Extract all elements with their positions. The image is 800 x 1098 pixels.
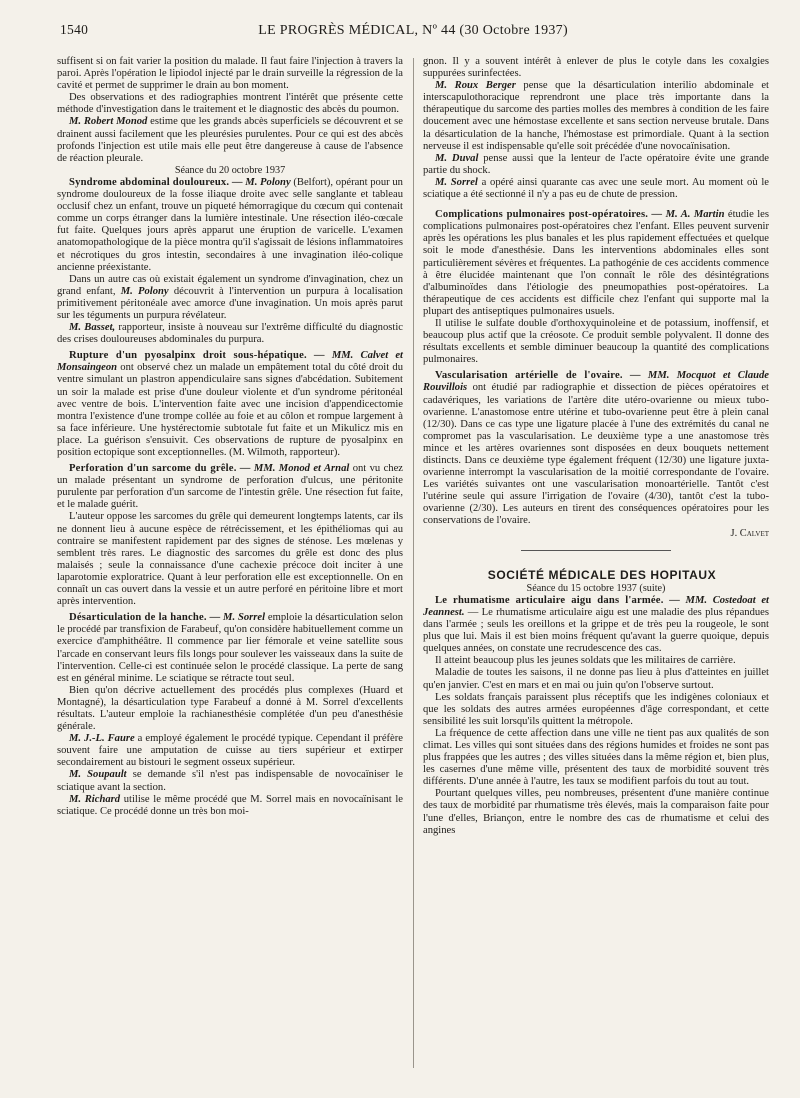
paragraph-text: se demande s'il n'est pas indispensable de novocaïniser le sciatique avant la section. bbox=[57, 769, 403, 793]
paragraph-text: pense aussi que la lenteur de l'acte opératoire évite une grande partie du shock. bbox=[423, 152, 769, 176]
paragraph: Les soldats français paraissent plus réceptifs que les indigènes coloniaux et que les soldats des autres armées européennes d'âge correspondant, et cette sensibilité les suit lorsqu'ils quittent la métropole. bbox=[423, 691, 769, 727]
society-title: SOCIÉTÉ MÉDICALE DES HOPITAUX bbox=[487, 567, 717, 582]
spacer bbox=[423, 201, 769, 209]
author-name: — M. Polony bbox=[229, 176, 291, 188]
paragraph bbox=[57, 274, 403, 322]
paragraph bbox=[423, 595, 769, 655]
paragraph-text: a opéré ainsi quarante cas avec une seule mort. Au moment où le sciatique a été sectionné il n'y a pas eu de chute de pression. bbox=[423, 176, 769, 201]
section-heading: Syndrome abdominal douloureux. bbox=[69, 176, 230, 188]
paragraph-text: estime que les grands abcès superficiels se découvrent et se drainent aussi facilement que les pleurésies purulentes. Pour ce qui est des abcès profonds l'injection est utile mais elle peut être dangereuse à cause de l'absence de réaction pleurale. bbox=[57, 116, 403, 164]
paragraph bbox=[57, 322, 403, 346]
paragraph-text: ont observé chez un malade un empâtement total du côté droit du ventre simulant un plastron appendiculaire sans signes d'abcédation. Subitement un soir la malade est prise d'une douleur violente et d'un syndrome péritonéal avec ventre de bois. L'intervention faite avec une incision d'appendicectomie montra l'existence d'une trompe collée au foie et au côlon et rompue largement à sa face inférieure. Une hystérectomie subtotale fut faite et un Mikulicz mis en place. La guérison s'ensuivit. Ces observations de rupture de pyosalpinx en position ectopique sont exceptionnelles. (M. Wilmoth, rapporteur). bbox=[57, 362, 403, 458]
section-heading: Le rhumatisme articulaire aigu dans l'armée. bbox=[435, 594, 664, 606]
left-column bbox=[57, 56, 403, 818]
author-name: M. J.-L. Faure bbox=[69, 733, 135, 745]
author-name: — MM. Costedoat et Jeannest. bbox=[423, 594, 769, 618]
section-heading: Désarticulation de la hanche. bbox=[69, 612, 207, 624]
author-name: M. Robert Monod bbox=[69, 116, 148, 128]
section-heading: Rupture d'un pyosalpinx droit sous-hépatique. bbox=[69, 350, 307, 362]
section-heading: Complications pulmonaires post-opératoires. bbox=[435, 209, 649, 221]
paragraph bbox=[423, 80, 769, 153]
paragraph bbox=[423, 153, 769, 177]
session-date: Séance du 20 octobre 1937 bbox=[174, 164, 286, 176]
paragraph-text: ont vu chez un malade présentant un syndrome de perforation d'ulcus, une péritonite purulente par perforation d'un sarcome de l'intestin grêle. Une résection fut faite, et le malade guérit. bbox=[57, 463, 403, 511]
paragraph: Il utilise le sulfate double d'orthoxyquinoleine et de potassium, inoffensif, et beaucoup plus actif que la créosote. Ce produit semble polyvalent. Il donne des résultats excellents et semble diminuer beaucoup la quantité des complications pulmonaires. bbox=[423, 317, 769, 366]
paragraph-text: utilise le même procédé que M. Sorrel mais en novocaïnisant le sciatique. Ce procédé donne un très bon moi- bbox=[57, 793, 403, 817]
session-date: Séance du 15 octobre 1937 (suite) bbox=[526, 582, 666, 594]
author-name: — M. Sorrel bbox=[206, 612, 266, 624]
paragraph bbox=[423, 209, 769, 318]
paragraph bbox=[57, 463, 403, 511]
page-number: 1540 bbox=[60, 22, 89, 37]
section-rule bbox=[521, 550, 671, 551]
section-heading: Vascularisation artérielle de l'ovaire. bbox=[435, 370, 623, 382]
author-name: M. Sorrel bbox=[435, 176, 478, 188]
paragraph: Il atteint beaucoup plus les jeunes soldats que les militaires de carrière. bbox=[435, 655, 736, 667]
paragraph-text: emploie la désarticulation selon le procédé par transfixion de Farabeuf, qu'on considère habituellement comme un exercice d'amphithéâtre. Il commence par lier fémorale et veine satellite sous l'arcade en conservant leurs fils longs pour soulever les vaisseaux dans la suite de l'intervention. Celle-ci est continuée selon le procédé classique. La perte de sang est en général minime. Le sciatique se rétracte tout seul. bbox=[57, 612, 404, 684]
author-name: — MM. Monod et Arnal bbox=[236, 463, 350, 475]
author-name: — MM. Calvet et Monsaingeon bbox=[57, 350, 403, 374]
paragraph: suffisent si on fait varier la position du malade. Il faut faire l'injection à travers la paroi. Après l'opération le lipiodol injecté par le drain surveille la régression de la cavité et permet de supprimer le drain au bon moment. bbox=[57, 56, 403, 92]
paragraph bbox=[57, 116, 403, 164]
paragraph bbox=[57, 350, 403, 459]
paragraph: gnon. Il y a souvent intérêt à enlever de plus le cotyle dans les coxalgies suppurées surinfectées. bbox=[423, 56, 769, 80]
paragraph: Pourtant quelques villes, peu nombreuses, présentent d'une manière continue des taux de morbidité par rhumatisme très élevés, mais la comparaison faite pour l'une d'elles, Briançon, entre le nombre des cas de rhumatisme et celui des angines bbox=[423, 788, 769, 836]
paragraph-text: pense que la désarticulation interilio abdominale et interscapulothoracique reprendront une place très importante dans la thérapeutique du sarcome des parties molles des membres à condition de les faire doucement avec une hémostase excellente et sans section nerveuse brutale. Dans la désarticulation de la hanche, l'hémostase est primordiale. Quant à la section nerveuse il est indispensable qu'elle soit précédée d'une novocaïnisation. bbox=[423, 80, 769, 152]
paragraph bbox=[57, 177, 403, 274]
paragraph: L'auteur oppose les sarcomes du grêle qui demeurent longtemps latents, car ils ne donnent lieu à aucune espèce de rétrécissement, et les épithéliomas qui au contraire se manifestent rapidement par des signes de sténose. Les mœlenas y semblent très rares. Le diagnostic des sarcomes du grêle est donc des plus malaisés ; seule la connaissance d'une cachexie précoce doit inciter à une laparotomie exploratrice. Quant à leur perforation elle est exceptionnelle. On en connaît un cas ouvert dans la vessie et un autre perforé en péritoine libre et mort après intervention. bbox=[57, 511, 403, 608]
paragraph-text: Dans un autre cas où existait également un syndrome d'invagination, chez un grand enfant, bbox=[57, 273, 403, 297]
paragraph bbox=[57, 794, 403, 818]
signature: J. Calvet bbox=[730, 527, 769, 539]
paragraph bbox=[57, 733, 403, 769]
paragraph: Maladie de toutes les saisons, il ne donne pas lieu à plus d'atteintes en juillet qu'en janvier. C'est en mars et en mai ou juin qu'on l'observe surtout. bbox=[423, 667, 769, 691]
journal-title: LE PROGRÈS MÉDICAL, Nº 44 (30 Octobre 1937) bbox=[258, 23, 568, 38]
author-name: M. Basset, bbox=[69, 322, 116, 334]
paragraph: Des observations et des radiographies montrent l'intérêt que présente cette méthode d'investigation dans le traitement et le diagnostic des abcès du poumon. bbox=[57, 92, 403, 116]
column-divider bbox=[413, 58, 414, 1068]
author-name: — MM. Mocquot et Claude Rouvillois bbox=[423, 370, 770, 394]
author-name: M. Duval bbox=[435, 152, 479, 164]
author-name: M. Soupault bbox=[69, 769, 127, 781]
paragraph-text: — Le rhumatisme articulaire aigu est une maladie des plus répandues dans l'armée ; seuls les oreillons et la grippe et de très peu la rougeole, le sont plus que lui. Mais il est bien moins fréquent qu'avant la guerre quoique, depuis quelques années, on constate une recrudescence des cas. bbox=[423, 606, 769, 655]
paragraph: La fréquence de cette affection dans une ville ne tient pas aux qualités de son climat. Les villes qui sont situées dans des régions humides et froides ne sont pas plus frappées que les autres ; des villes situées dans la même région et, bien plus, les casernes d'une même ville, présentent des taux de morbidité souvent très différents. D'une année à l'autre, les taux se modifient parfois du tout au tout. bbox=[423, 727, 769, 788]
paragraph-text: étudie les complications pulmonaires post-opératoires chez l'enfant. Elles peuvent survenir après les opérations les plus banales et les plus rapidement effectuées et quelque soit le mode d'anesthésie. Dans les interventions abdominales elles sont particulièrement sévères et fréquentes. La pathogénie de ces accidents commence à être élucidée maintenant que l'on connaît le rôle des désintégrations d'albuminoïdes dans l'étiologie des pneumopathies post-opératoires. La thérapeutique de ces accidents est difficile chez l'enfant qui supporte mal la plupart des antiseptiques pulmonaires usuels. bbox=[423, 209, 769, 317]
paragraph bbox=[57, 612, 403, 685]
paragraph-text: rapporteur, insiste à nouveau sur l'extrême difficulté du diagnostic des crises douloureuses abdominales du purpura. bbox=[57, 322, 403, 346]
section-heading: Perforation d'un sarcome du grêle. bbox=[69, 463, 237, 475]
paragraph-text: découvrit à l'intervention un purpura à localisation primitivement péritonéale avec amorce d'une invagination. Un mois après parut sur les téguments un purpura révélateur. bbox=[57, 285, 403, 321]
paragraph bbox=[423, 177, 769, 201]
author-name: M. Roux Berger bbox=[435, 80, 516, 92]
paragraph bbox=[57, 769, 403, 793]
page-header bbox=[60, 22, 768, 39]
paragraph-text: ont étudié par radiographie et dissection de pièces opératoires et cadavériques, les variations de l'artère dite utéro-ovarienne ou mieux tubo-ovarienne. L'anastomose entre utérine et tubo-ovarienne peut être à plein canal (12/30). Dans ce cas type une ligature placée à l'une des extrémités du canal ne compromet pas la vascularisation. Le deuxième type a une anastomose très mince et les artères ovariennes sont disposées en deux bouquets nettement distincts. Dans ce deuxième type également fréquent (12/30) une ligature juxta-ovarienne interrompt la vascularisation de la moitié correspondante de l'ovaire. Les variétés suivantes ont une vascularisation monoartérielle. Tantôt c'est l'utérine seule qui assure l'irrigation de l'ovaire (4/30), tantôt c'est la tubo-ovarienne (2/30). Les auteurs en tirent des conséquences opératoires pour les conservations de l'ovaire. bbox=[423, 382, 769, 527]
right-column bbox=[423, 56, 769, 837]
author-name: M. Polony bbox=[120, 285, 169, 297]
author-name: M. Richard bbox=[69, 793, 121, 805]
paragraph-text: a employé également le procédé typique. Cependant il préfère souvent faire une amputation de cuisse au tiers supérieur et extirper secondairement au bistouri le segment osseux supérieur. bbox=[57, 733, 403, 769]
paragraph: Bien qu'on décrive actuellement des procédés plus complexes (Huard et Montagné), la désarticulation type Farabeuf a donné à M. Sorrel d'excellents résultats. L'auteur emploie la rachianesthésie complétée d'un peu d'anesthésie générale. bbox=[57, 684, 403, 733]
author-name: — M. A. Martin bbox=[648, 209, 725, 221]
paragraph-text: (Belfort), opérant pour un syndrome douloureux de la fosse iliaque droite avec selle sanglante et tableau occlusif chez un enfant, trouve un piqueté hémorragique du cœcum qui contenait comme un corps étranger dans la lumière intestinale. Une résection iléo-cœcale fut faite. Quelques jours après apparut une éruption de varicelle. L'examen anatomopathologique de la pièce montra qu'il s'agissait de lésions inflammatoires et nécrotiques du gros intestin, secondaires à une invagination iléo-colique ancienne préexistante. bbox=[57, 176, 403, 273]
paragraph bbox=[423, 370, 769, 527]
